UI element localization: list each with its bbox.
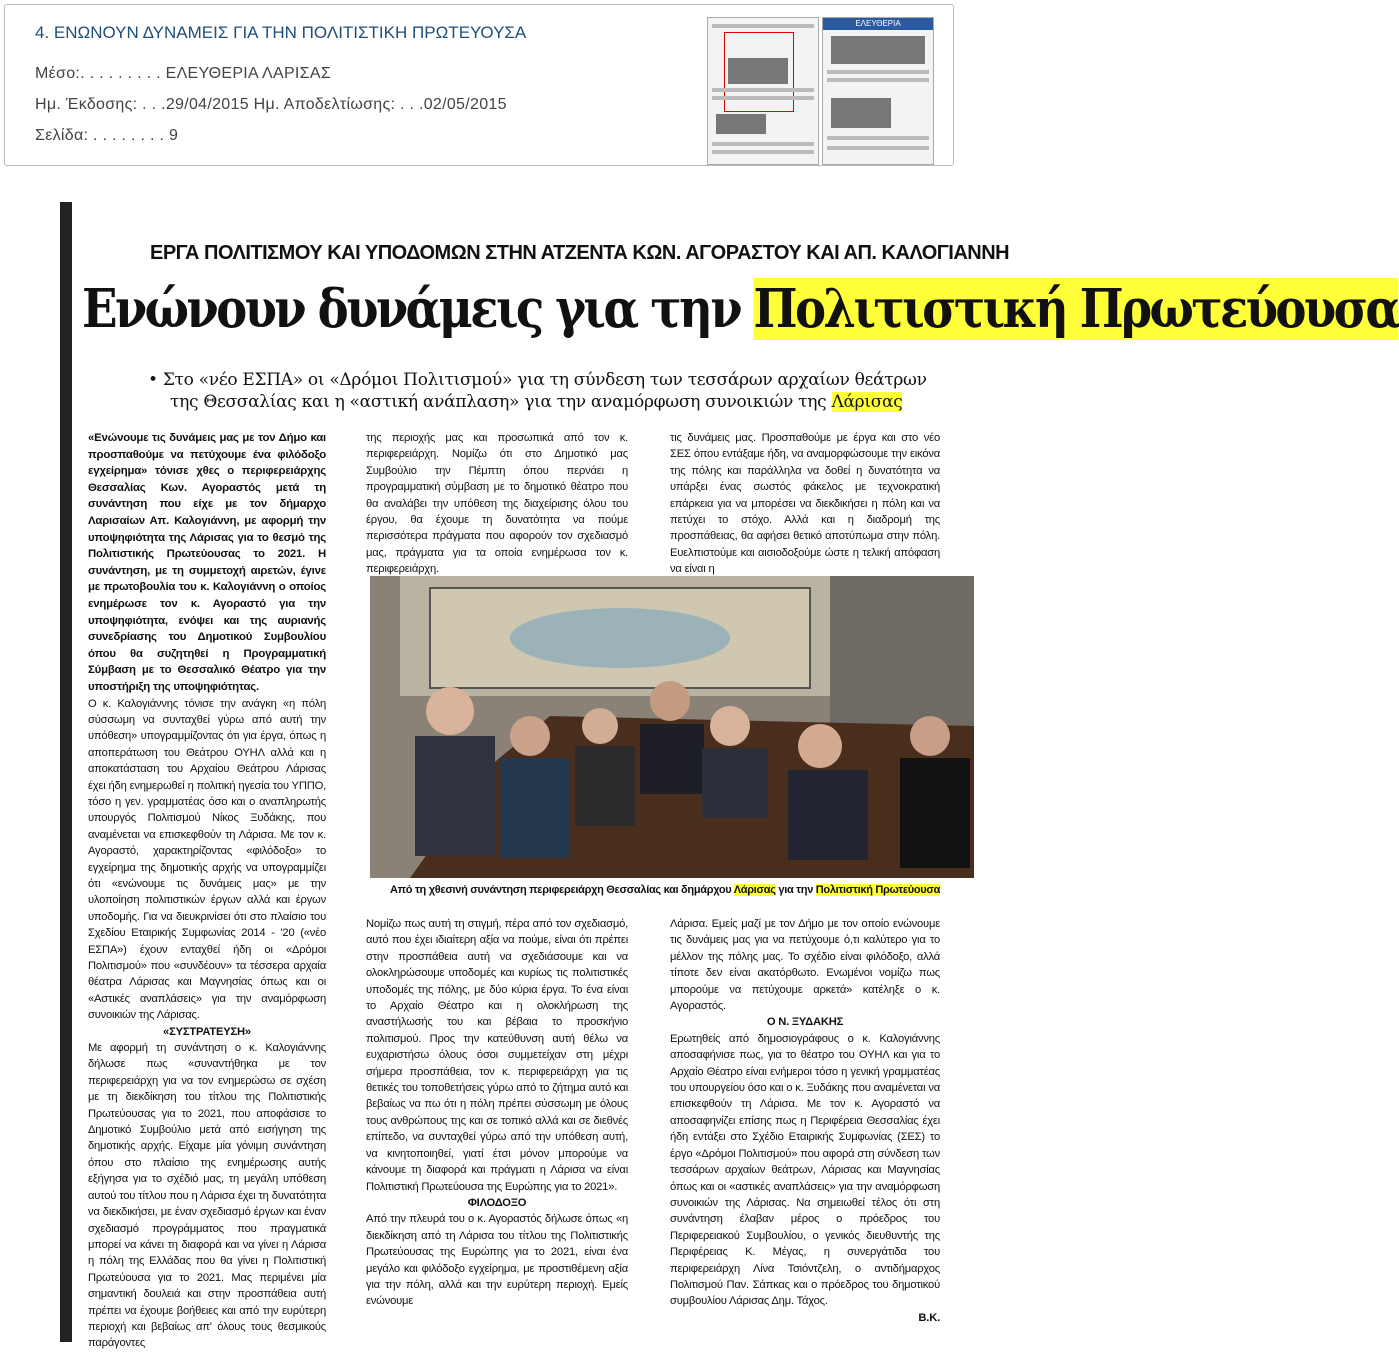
photo-caption bbox=[390, 884, 980, 896]
headline-highlight: Πολιτιστική Πρωτεύουσα bbox=[753, 278, 1399, 340]
meeting-photo-illustration bbox=[370, 576, 974, 878]
caption-highlight-1: Λάρισας bbox=[733, 884, 776, 896]
page-thumbnail-left[interactable] bbox=[707, 17, 819, 165]
article-headline bbox=[82, 278, 1399, 340]
subheadline-1: • Στο «νέο ΕΣΠΑ» οι «Δρόμοι Πολιτισμού» για τη σύνδεση των τεσσάρων αρχαίων θεάτρων bbox=[148, 370, 927, 390]
column-3-top: τις δυνάμεις μας. Προσπαθούμε με έργα και στο νέο ΣΕΣ όπου εντάξαμε ήδη, να αναμορφώσουμε την εικόνα της πόλης και παράλληλα να δοθεί η δυνατότητα να υπάρξει ένας σωστός φάκελος με τεχνοκρατική επάρκεια για να μπορέσει να διεκδικήσει η πόλη και να πετύχει το στόχο. Αλλά και η διαδρομή της προσπάθειας, θα αφήσει θετικό αποτύπωμα στην πόλη. Ευελπιστούμε και αισιοδοξούμε ώστε η τελική απόφαση να είναι η bbox=[670, 432, 940, 576]
meeting-photo bbox=[370, 576, 974, 878]
caption-part-b: για την bbox=[775, 884, 816, 896]
column-1 bbox=[88, 430, 326, 1352]
lead-paragraph: «Ενώνουμε τις δυνάμεις μας με τον Δήμο και προσπαθούμε να πετύχουμε ένα φιλόδοξο εγχείρημα» τόνισε χθες ο περιφερειάρχης Θεσσαλίας Κων. Αγοραστός μετά τη συνάντηση που είχε με τον δήμαρχο Λαρισαίων Απ. Καλογιάννη, με αφορμή την υποψηφιότητα της Λάρισας για το θεσμό της Πολιτιστικής Πρωτεύουσας το 2021. Η συνάντηση, με τη συμμετοχή αιρετών, έγινε με πρωτοβουλία του κ. Καλογιάννη ο οποίος ενημέρωσε τον κ. Αγοραστό για την υποψηφιότητα, ενόψει και της αυριανής συνεδρίασης του Δημοτικού Συμβουλίου όπου θα συζητηθεί η Προγραμματική Σύμβαση με το Θεσσαλικό Θέατρο για την υποστήριξη της υποψηφιότητας. bbox=[88, 432, 326, 693]
col1-body: Ο κ. Καλογιάννης τόνισε την ανάγκη «η πόλη σύσσωμη να συνταχθεί γύρω από αυτή την υπόθεση» υπογραμμίζοντας ότι για έργα, όπως η αποπεράτωση του Θεάτρου ΟΥΗΛ αλλά και η αποκατάσταση του Αρχαίου Θεάτρου Λάρισας έχει ήδη ενημερωθεί η πολιτική ηγεσία του ΥΠΠΟ, τόσο η γεν. γραμματέας όσο και ο αναπληρωτής υπουργός Πολιτισμού Νίκος Ξυδάκης, που αναμένεται να επισκεφθούν τη Λάρισα. Με τον κ. Αγοραστό, χαρακτηρίζοντας «φιλόδοξο» το εγχείρημα της δημοτικής αρχής να υπογραμμίζει ότι «ενώνουμε τις δυνάμεις μας» με την υλοποίηση πολιτιστικών έργων αλλά και έργων υποδομής. Για να διευκρινίσει ότι στο πλαίσιο του Σχεδίου Εταιρικής Συμφωνίας 2014 - '20 («νέο ΕΣΠΑ») έχουν ενταχθεί ήδη οι «Δρόμοι Πολιτισμού» που «συνδέουν» τα τέσσερα αρχαία θέατρα Λάρισας και Μαγνησίας όπως και οι «Αστικές αναπλάσεις» για την αναμόρφωση συνοικιών της Λάρισας. bbox=[88, 697, 326, 1022]
subheadline-2 bbox=[170, 392, 902, 412]
scan-edge bbox=[60, 202, 72, 1342]
page-line: Σελίδα: . . . . . . . . 9 bbox=[35, 127, 179, 144]
dates-line: Ημ. Έκδοσης: . . .29/04/2015 Ημ. Αποδελτίωσης: . . .02/05/2015 bbox=[35, 96, 507, 113]
headline-plain: Ενώνουν δυνάμεις για την bbox=[82, 278, 754, 340]
col3-bottom-body2: Ερωτηθείς από δημοσιογράφους ο κ. Καλογιάννης αποσαφήνισε πως, για το θέατρο του ΟΥΗΛ και για το Αρχαίο Θέατρο είναι ενήμεροι τόσο η γενική γραμματέας του υπουργείου όσο και ο κ. Ξυδάκης που αναμένεται να επισκεφθούν τη Λάρισα. Με τον κ. Αγοραστό να αποσαφηνίζει επίσης πως η Περιφέρεια Θεσσαλίας έχει ήδη εντάξει στο Σχέδιο Εταιρικής Συμφωνίας (ΣΕΣ) το έργο «Δρόμοι Πολιτισμού» που αφορά στη σύνδεση των τεσσάρων αρχαίων θεάτρων, Λάρισας και Μαγνησίας όπως και οι «αστικές αναπλάσεις» για την αναμόρφωση συνοικιών της Λάρισας. Να σημειωθεί τέλος ότι στη συνάντηση έλαβαν μέρος ο πρόεδρος του Περιφερειακού Συμβουλίου, ο γενικός διευθυντής της Περιφέρειας Κ. Μέγας, η συνεργάτιδα του περιφερειάρχη Λίνα Τσιόντζελη, ο αντιδήμαρχος Πολιτισμού Παν. Σάπκας και ο πρόεδρος του δημοτικού συμβουλίου Λάρισας Δημ. Τάχος. bbox=[670, 1032, 940, 1308]
col2-bottom-body2: Από την πλευρά του ο κ. Αγοραστός δήλωσε όπως «η διεκδίκηση από τη Λάρισα του τίτλου της Πολιτιστικής Πρωτεύουσας της Ευρώπης για το 2021, είναι ένα μεγάλο και φιλόδοξο εγχείρημα, με προστιθέμενη αξία για την πόλη, αλλά και την ευρύτερη περιοχή. Εμείς ενώνουμε bbox=[366, 1213, 628, 1308]
col2-subhead: ΦΙΛΟΔΟΞΟ bbox=[467, 1196, 527, 1209]
thumbnail-masthead: ΕΛΕΥΘΕΡΙΑ bbox=[823, 18, 933, 30]
byline: Β.Κ. bbox=[918, 1311, 940, 1324]
page-thumbnail-right[interactable] bbox=[822, 17, 934, 165]
col3-bottom-body: Λάρισα. Εμείς μαζί με τον Δήμο με τον οποίο ενώνουμε τις δυνάμεις μας για να πετύχουμε ό,τι καλύτερο για το μέλλον της πόλης μας. Το σχέδιο είναι φιλόδοξο, αλλά τίποτε δεν είναι ακατόρθωτο. Ενωμένοι νομίζω πως μπορούμε να πετύχουμε αρκετά» κατέληξε ο κ. Αγοραστός. bbox=[670, 918, 940, 1013]
subheadline-2-plain: της Θεσσαλίας και η «αστική ανάπλαση» για την αναμόρφωση συνοικιών της bbox=[170, 392, 832, 412]
medium-line: Μέσο:. . . . . . . . . ΕΛΕΥΘΕΡΙΑ ΛΑΡΙΣΑΣ bbox=[35, 65, 332, 82]
caption-highlight-2: Πολιτιστική Πρωτεύουσα bbox=[815, 884, 941, 896]
col3-subhead: Ο Ν. ΞΥΔΑΚΗΣ bbox=[766, 1016, 844, 1029]
clipping-title: 4. ΕΝΩΝΟΥΝ ΔΥΝΑΜΕΙΣ ΓΙΑ ΤΗΝ ΠΟΛΙΤΙΣΤΙΚΗ ΠΡΩΤΕΥΟΥΣΑ bbox=[35, 23, 527, 42]
subheadline-2-highlight: Λάρισας bbox=[831, 392, 903, 412]
column-2-top: της περιοχής μας και προσωπικά από τον κ. περιφερειάρχη. Νομίζω ότι στο Δημοτικό μας Συμβούλιο την Πέμπτη όπου περνάει η προγραμματική σύμβαση με το δημοτικό θέατρο που θα αναλάβει την υπόθεση της διαχείρισης όλου του έργου, θα έχουμε τη δυνατότητα να πούμε περισσότερα πράγματα που αφορούν τον σχεδιασμό μας, πράγματα για τα οποία ενημέρωσα τον κ. περιφερειάρχη. bbox=[366, 432, 628, 576]
col1-body2: Με αφορμή τη συνάντηση ο κ. Καλογιάννης δήλωσε πως «συναντήθηκα με τον περιφερειάρχη για να τον ενημερώσω σε σχέση με τη διεκδίκηση του τίτλου της Πολιτιστικής Πρωτεύουσας για το 2021, που αποφάσισε το Δημοτικό Συμβούλιο μετά από εισήγηση της δημοτικής αρχής. Είχαμε μία γόνιμη συνάντηση όπου στο πλαίσιο της ενημέρωσης αυτής εξήγησα για το σχέδιό μας, τη μεγάλη υπόθεση αυτού του τίτλου που η Λάρισα έχει τη δυνατότητα να διεκδικήσει, με έναν σχεδιασμό έργων και έναν σχεδιασμό προγράμματος που πραγματικά μπορεί να κάνει τη διαφορά και να γίνει η Λάρισα η πόλη της Ελλάδας που θα γίνει η Πολιτιστική Πρωτεύουσα για το 2021. Μας περιμένει μία σημαντική δουλειά και στην προσπάθεια αυτή πρέπει να έχουμε βοήθειες και από την ευρύτερη περιοχή και βεβαίως απ' όλους τους θεσμικούς παράγοντες bbox=[88, 1042, 326, 1350]
col1-subhead: «ΣΥΣΤΡΑΤΕΥΣΗ» bbox=[163, 1025, 251, 1038]
article-kicker: ΕΡΓΑ ΠΟΛΙΤΙΣΜΟΥ ΚΑΙ ΥΠΟΔΟΜΩΝ ΣΤΗΝ ΑΤΖΕΝΤΑ ΚΩΝ. ΑΓΟΡΑΣΤΟΥ ΚΑΙ ΑΠ. ΚΑΛΟΓΙΑΝΝΗ bbox=[150, 242, 1010, 264]
col2-bottom-body: Νομίζω πως αυτή τη στιγμή, πέρα από τον σχεδιασμό, αυτό που έχει ιδιαίτερη αξία να πούμε, είναι ότι πρέπει στην προσπάθεια αυτή να σχεδιάσουμε και να ολοκληρώσουμε υποδομές και κυρίως τις πολιτιστικές υποδομές της πόλης, με δύο κύρια έργα. Το ένα είναι το Αρχαίο Θέατρο και η ολοκλήρωση της αναστήλωσής του και βέβαια το προσκήνιο πολιτισμού. Προς την κατεύθυνση αυτή θέλω να ευχαριστήσω όλους όσοι συμμετείχαν στη μέχρι σήμερα προσπάθεια, τον κ. περιφερειάρχη για τις θετικές του τοποθετήσεις γύρω από το ζήτημα αυτό και βεβαίως να πω ότι η πόλη πρέπει σύσσωμη με όλους τους ανθρώπους της και σε τοπικό αλλά και σε διεθνές επίπεδο, να συνταχθεί γύρω από την υπόθεση αυτή, να κινητοποιηθεί, γιατί έτσι μόνον μπορούμε να κάνουμε τη διαφορά και πράγματι η Λάρισα να είναι Πολιτιστική Πρωτεύουσα της Ευρώπης για το 2021». bbox=[366, 918, 628, 1193]
column-3-bottom bbox=[670, 916, 940, 1326]
column-2-bottom bbox=[366, 916, 628, 1310]
newspaper-article bbox=[60, 192, 1399, 1350]
clipping-header bbox=[4, 4, 954, 166]
caption-part-a: Από τη χθεσινή συνάντηση περιφερειάρχη Θεσσαλίας και δημάρχου bbox=[390, 884, 734, 896]
